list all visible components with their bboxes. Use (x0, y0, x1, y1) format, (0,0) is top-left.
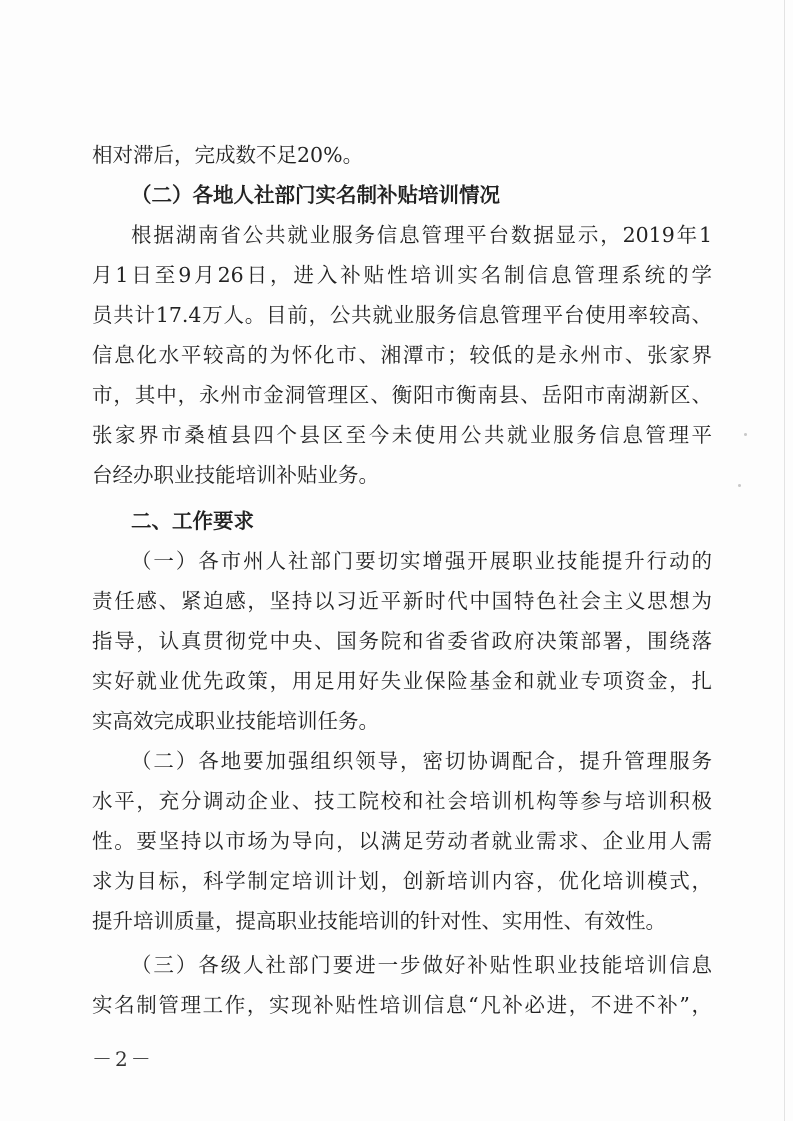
section-subheading: （二）各地人社部门实名制补贴培训情况 (131, 183, 500, 207)
scan-speck (744, 433, 747, 436)
body-line: 实名制管理工作，实现补贴性培训信息“凡补必进，不进不补”， (92, 993, 712, 1017)
paragraph-first-line: 根据湖南省公共就业服务信息管理平台数据显示，2019年1 (131, 223, 712, 247)
body-line: 员共计17.4万人。目前，公共就业服务信息管理平台使用率较高、 (92, 303, 712, 327)
body-line: 指导，认真贯彻党中央、国务院和省委省政府决策部署，围绕落 (92, 629, 712, 653)
paragraph-first-line: （一）各市州人社部门要切实增强开展职业技能提升行动的 (131, 549, 712, 573)
body-line: 实高效完成职业技能培训任务。 (92, 709, 379, 733)
body-line: 提升培训质量，提高职业技能培训的针对性、实用性、有效性。 (92, 909, 666, 933)
body-line: 水平，充分调动企业、技工院校和社会培训机构等参与培训积极 (92, 789, 712, 813)
body-line: 性。要坚持以市场为导向，以满足劳动者就业需求、企业用人需 (92, 829, 712, 853)
scan-edge-line (784, 0, 785, 1121)
paragraph-first-line: （二）各地要加强组织领导，密切协调配合，提升管理服务 (131, 749, 712, 773)
paragraph-first-line: （三）各级人社部门要进一步做好补贴性职业技能培训信息 (131, 953, 712, 977)
body-line: 市，其中，永州市金洞管理区、衡阳市衡南县、岳阳市南湖新区、 (92, 383, 712, 407)
body-line: 信息化水平较高的为怀化市、湘潭市；较低的是永州市、张家界 (92, 343, 712, 367)
page-number: －2－ (92, 1047, 154, 1071)
body-line: 相对滞后，完成数不足20%。 (92, 143, 364, 167)
body-line: 求为目标，科学制定培训计划，创新培训内容，优化培训模式， (92, 869, 712, 893)
body-line: 台经办职业技能培训补贴业务。 (92, 463, 379, 487)
body-line: 张家界市桑植县四个县区至今未使用公共就业服务信息管理平 (92, 423, 712, 447)
body-line: 月1日至9月26日，进入补贴性培训实名制信息管理系统的学 (92, 263, 712, 287)
body-line: 责任感、紧迫感，坚持以习近平新时代中国特色社会主义思想为 (92, 589, 712, 613)
body-line: 实好就业优先政策，用足用好失业保险基金和就业专项资金，扎 (92, 669, 712, 693)
section-heading: 二、工作要求 (131, 509, 254, 533)
scan-speck (738, 484, 741, 487)
